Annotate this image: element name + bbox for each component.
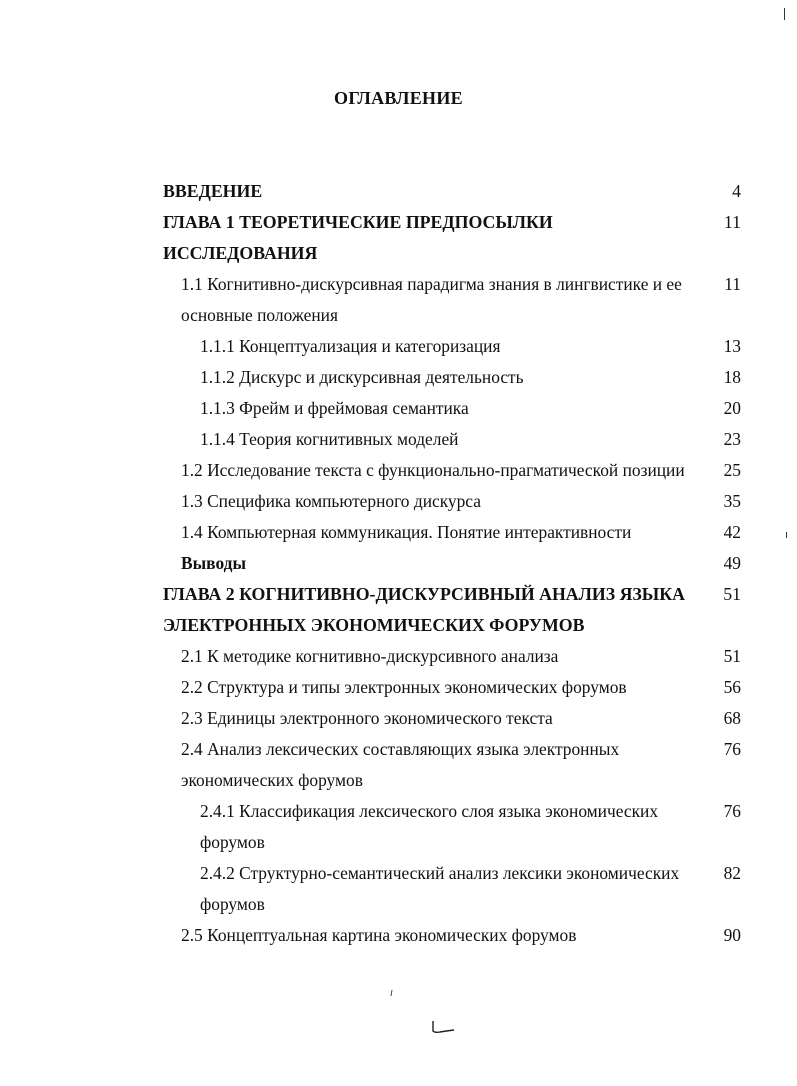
toc-entry-2-4-2[interactable] [0, 858, 797, 920]
toc-entry-page: 4 [732, 181, 741, 201]
toc-entry-page: 42 [723, 522, 741, 542]
toc-entry-page: 76 [723, 739, 741, 759]
toc-entry-title: 1.2 Исследование текста с функционально-прагматической позиции [181, 460, 685, 480]
toc-entry-title: 1.4 Компьютерная коммуникация. Понятие интерактивности [181, 522, 632, 542]
toc-entry-title: 1.1.4 Теория когнитивных моделей [200, 429, 459, 449]
toc-entry-page: 90 [723, 925, 741, 945]
page-title: ОГЛАВЛЕНИЕ [334, 88, 463, 108]
toc-entry-2-5[interactable] [0, 920, 797, 951]
toc-entry-2-4[interactable] [0, 734, 797, 796]
toc-entry-title: ГЛАВА 1 ТЕОРЕТИЧЕСКИЕ ПРЕДПОСЫЛКИ ИССЛЕДОВАНИЯ [163, 212, 553, 263]
toc-entry-page: 56 [723, 677, 741, 697]
toc-entry-page: 13 [723, 336, 741, 356]
toc-entry-page: 51 [723, 584, 741, 604]
toc-entry-title: 2.5 Концептуальная картина экономических форумов [181, 925, 577, 945]
toc-entry-chapter-2[interactable] [0, 579, 797, 641]
toc-entry-chapter-1[interactable] [0, 207, 797, 269]
toc-entry-1-1[interactable] [0, 269, 797, 331]
toc-entry-conclusions[interactable] [0, 548, 797, 579]
toc-entry-page: 11 [723, 212, 741, 232]
toc-entry-page: 35 [723, 491, 741, 511]
toc-entry-title: 2.4.1 Классификация лексического слоя языка экономических форумов [200, 801, 659, 852]
toc-entry-1-1-2[interactable] [0, 362, 797, 393]
toc-entry-1-2[interactable] [0, 455, 797, 486]
toc-entry-title: 1.1.2 Дискурс и дискурсивная деятельность [200, 367, 524, 387]
toc-entry-page: 20 [723, 398, 741, 418]
toc-entry-1-1-1[interactable] [0, 331, 797, 362]
toc-entry-1-1-4[interactable] [0, 424, 797, 455]
toc-entry-title: 1.1 Когнитивно-дискурсивная парадигма знания в лингвистике и ее основные положения [181, 274, 682, 325]
toc-entry-title: 1.1.3 Фрейм и фреймовая семантика [200, 398, 469, 418]
toc-entry-page: 23 [723, 429, 741, 449]
toc-entry-title: 1.3 Специфика компьютерного дискурса [181, 491, 481, 511]
toc-entry-title: Выводы [181, 553, 247, 573]
toc-entry-title: ВВЕДЕНИЕ [163, 181, 263, 201]
toc-entry-title: 1.1.1 Концептуализация и категоризация [200, 336, 501, 356]
toc-entry-title: 2.4.2 Структурно-семантический анализ лексики экономических форумов [200, 863, 680, 914]
toc-entry-2-4-1[interactable] [0, 796, 797, 858]
toc-entry-1-4[interactable] [0, 517, 797, 548]
table-of-contents [0, 176, 797, 951]
handwritten-mark-icon [430, 1020, 456, 1034]
toc-entry-introduction[interactable] [0, 176, 797, 207]
toc-entry-2-3[interactable] [0, 703, 797, 734]
toc-entry-2-2[interactable] [0, 672, 797, 703]
toc-entry-title: 2.2 Структура и типы электронных экономических форумов [181, 677, 627, 697]
toc-entry-page: 49 [723, 553, 741, 573]
toc-entry-page: 11 [724, 274, 741, 294]
toc-entry-page: 25 [723, 460, 741, 480]
toc-entry-page: 18 [723, 367, 741, 387]
toc-entry-page: 68 [723, 708, 741, 728]
toc-entry-title: 2.3 Единицы электронного экономического текста [181, 708, 553, 728]
toc-entry-title: ГЛАВА 2 КОГНИТИВНО-ДИСКУРСИВНЫЙ АНАЛИЗ ЯЗЫКА ЭЛЕКТРОННЫХ ЭКОНОМИЧЕСКИХ ФОРУМОВ [163, 584, 685, 635]
toc-entry-page: 76 [723, 801, 741, 821]
scan-speck [390, 990, 393, 996]
toc-entry-page: 82 [723, 863, 741, 883]
toc-entry-title: 2.4 Анализ лексических составляющих языка электронных экономических форумов [181, 739, 620, 790]
toc-entry-1-3[interactable] [0, 486, 797, 517]
toc-entry-page: 51 [723, 646, 741, 666]
scan-artifact-top-right [784, 8, 785, 20]
toc-entry-title: 2.1 К методике когнитивно-дискурсивного анализа [181, 646, 559, 666]
toc-entry-2-1[interactable] [0, 641, 797, 672]
toc-entry-1-1-3[interactable] [0, 393, 797, 424]
